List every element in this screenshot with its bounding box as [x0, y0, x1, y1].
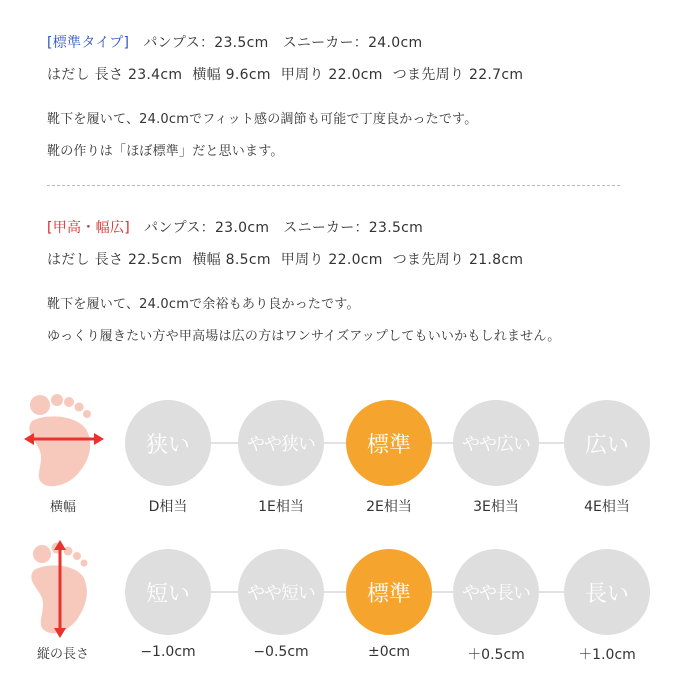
width-option-narrow: 狭い [125, 400, 211, 486]
wide-instep: 甲周り 22.0cm [280, 252, 383, 268]
standard-type-tag: [標準タイプ] [47, 35, 130, 51]
width-caption-2e: 2E相当 [366, 499, 412, 515]
standard-sizes-line [47, 32, 422, 52]
wide-sizes-line [47, 217, 423, 237]
length-caption-minus-0-5: −0.5cm [253, 644, 309, 660]
standard-pumps-size: パンプス：23.5cm [143, 35, 269, 51]
wide-measure-line [47, 249, 523, 269]
length-caption-zero: ±0cm [368, 644, 410, 660]
standard-width: 横幅 9.6cm [192, 67, 271, 83]
width-caption-d: D相当 [148, 499, 188, 515]
length-caption-minus-1: −1.0cm [140, 644, 196, 660]
standard-toe: つま先周り 22.7cm [392, 67, 524, 83]
width-scale-row [0, 393, 680, 528]
width-caption-4e: 4E相当 [584, 499, 630, 515]
length-option-short: 短い [125, 549, 211, 635]
width-option-wide: 広い [564, 400, 650, 486]
wide-sneaker-size: スニーカー：23.5cm [283, 220, 424, 236]
width-caption-1e: 1E相当 [258, 499, 304, 515]
standard-barefoot-length: はだし 長さ 23.4cm [47, 67, 183, 83]
width-option-standard: 標準 [346, 400, 432, 486]
wide-type-tag: [甲高・幅広] [47, 220, 131, 236]
standard-comment-2: 靴の作りは「ほぼ標準」だと思います。 [47, 144, 284, 159]
wide-comment-1: 靴下を履いて、24.0cmで余裕もあり良かったです。 [47, 297, 360, 312]
wide-width: 横幅 8.5cm [192, 252, 271, 268]
standard-comment-1: 靴下を履いて、24.0cmでフィット感の調節も可能で丁度良かったです。 [47, 112, 478, 127]
section-divider [47, 185, 620, 186]
length-label: 縦の長さ [36, 647, 89, 662]
length-option-slightly-long: やや長い [453, 549, 539, 635]
wide-comment-2: ゆっくり履きたい方や甲高場は広の方はワンサイズアップしてもいいかもしれません。 [47, 329, 561, 344]
length-caption-plus-0-5: ＋0.5cm [467, 647, 525, 663]
width-label: 横幅 [49, 500, 76, 515]
length-option-long: 長い [564, 549, 650, 635]
standard-measure-line [47, 64, 523, 84]
standard-sneaker-size: スニーカー：24.0cm [282, 35, 423, 51]
width-option-slightly-narrow: やや狭い [238, 400, 324, 486]
length-caption-plus-1: ＋1.0cm [578, 647, 636, 663]
foot-width-icon [24, 393, 104, 493]
foot-length-icon [24, 540, 104, 640]
standard-instep: 甲周り 22.0cm [280, 67, 383, 83]
wide-toe: つま先周り 21.8cm [392, 252, 524, 268]
width-option-slightly-wide: やや広い [453, 400, 539, 486]
wide-pumps-size: パンプス：23.0cm [144, 220, 270, 236]
wide-barefoot-length: はだし 長さ 22.5cm [47, 252, 183, 268]
length-option-slightly-short: やや短い [238, 549, 324, 635]
width-caption-3e: 3E相当 [473, 499, 519, 515]
length-scale-row [0, 540, 680, 675]
length-option-standard: 標準 [346, 549, 432, 635]
